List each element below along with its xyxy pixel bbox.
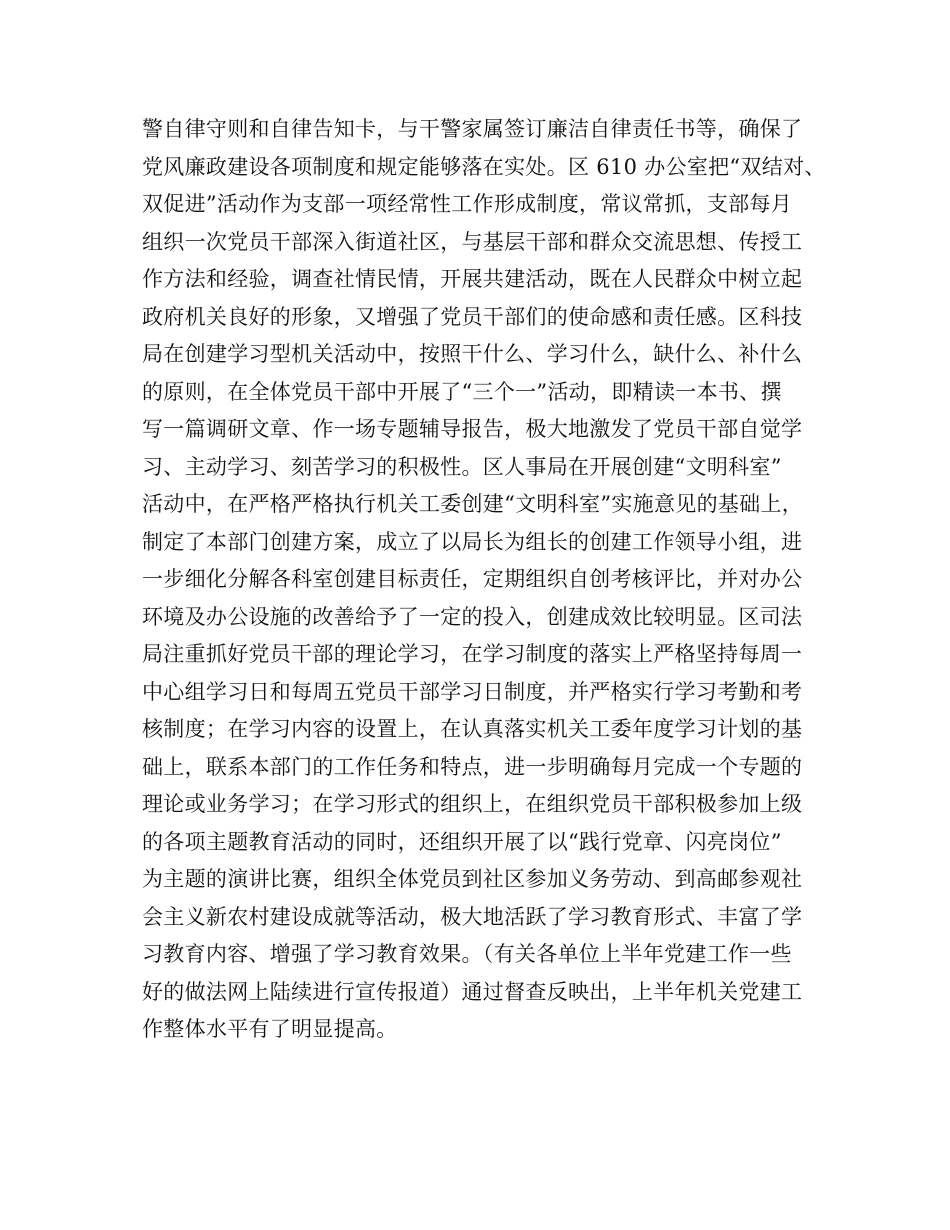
text-line: 的原则，在全体党员干部中开展了“三个一”活动，即精读一本书、撰: [142, 379, 782, 404]
text-line: 局在创建学习型机关活动中，按照干什么、学习什么，缺什么、补什么: [142, 342, 803, 366]
text-line: 活动中，在严格严格执行机关工委创建“文明科室”实施意见的基础上，: [142, 492, 804, 516]
text-line: 一步细化分解各科室创建目标责任，定期组织自创考核评比，并对办公: [142, 567, 803, 591]
text-line: 党风廉政建设各项制度和规定能够落在实处。区 610 办公室把“双结对、: [142, 154, 826, 179]
text-line: 核制度；在学习内容的设置上，在认真落实机关工委年度学习计划的基: [142, 717, 803, 741]
text-line: 组织一次党员干部深入街道社区，与基层干部和群众交流思想、传授工: [142, 229, 803, 254]
text-line: 础上，联系本部门的工作任务和特点，进一步明确每月完成一个专题的: [142, 754, 803, 779]
text-line: 好的做法网上陆续进行宣传报道）通过督查反映出，上半年机关党建工: [142, 979, 803, 1004]
text-line: 作整体水平有了明显提高。: [142, 1017, 398, 1041]
text-line: 为主题的演讲比赛，组织全体党员到社区参加义务劳动、到高邮参观社: [142, 867, 803, 891]
text-line: 环境及办公设施的改善给予了一定的投入，创建成效比较明显。区司法: [142, 604, 803, 629]
text-line: 警自律守则和自律告知卡，与干警家属签订廉洁自律责任书等，确保了: [142, 117, 803, 141]
text-line: 的各项主题教育活动的同时，还组织开展了以“践行党章、闪亮岗位”: [142, 829, 782, 854]
text-line: 习、主动学习、刻苦学习的积极性。区人事局在开展创建“文明科室”: [142, 454, 782, 479]
text-line: 中心组学习日和每周五党员干部学习日制度，并严格实行学习考勤和考: [142, 679, 803, 704]
text-line: 作方法和经验，调查社情民情，开展共建活动，既在人民群众中树立起: [142, 267, 803, 291]
text-line: 制定了本部门创建方案，成立了以局长为组长的创建工作领导小组，进: [142, 529, 803, 554]
text-line: 习教育内容、增强了学习教育效果。（有关各单位上半年党建工作一些: [142, 942, 792, 966]
text-line: 政府机关良好的形象，又增强了党员干部们的使命感和责任感。区科技: [142, 304, 803, 329]
text-line: 理论或业务学习；在学习形式的组织上，在组织党员干部积极参加上级: [142, 792, 803, 816]
text-line: 双促进”活动作为支部一项经常性工作形成制度，常议常抓，支部每月: [142, 192, 793, 216]
text-line: 局注重抓好党员干部的理论学习，在学习制度的落实上严格坚持每周一: [142, 642, 803, 666]
text-line: 写一篇调研文章、作一场专题辅导报告，极大地激发了党员干部自觉学: [142, 417, 803, 441]
text-line: 会主义新农村建设成就等活动，极大地活跃了学习教育形式、丰富了学: [142, 904, 803, 929]
body-paragraph: [142, 111, 832, 1049]
